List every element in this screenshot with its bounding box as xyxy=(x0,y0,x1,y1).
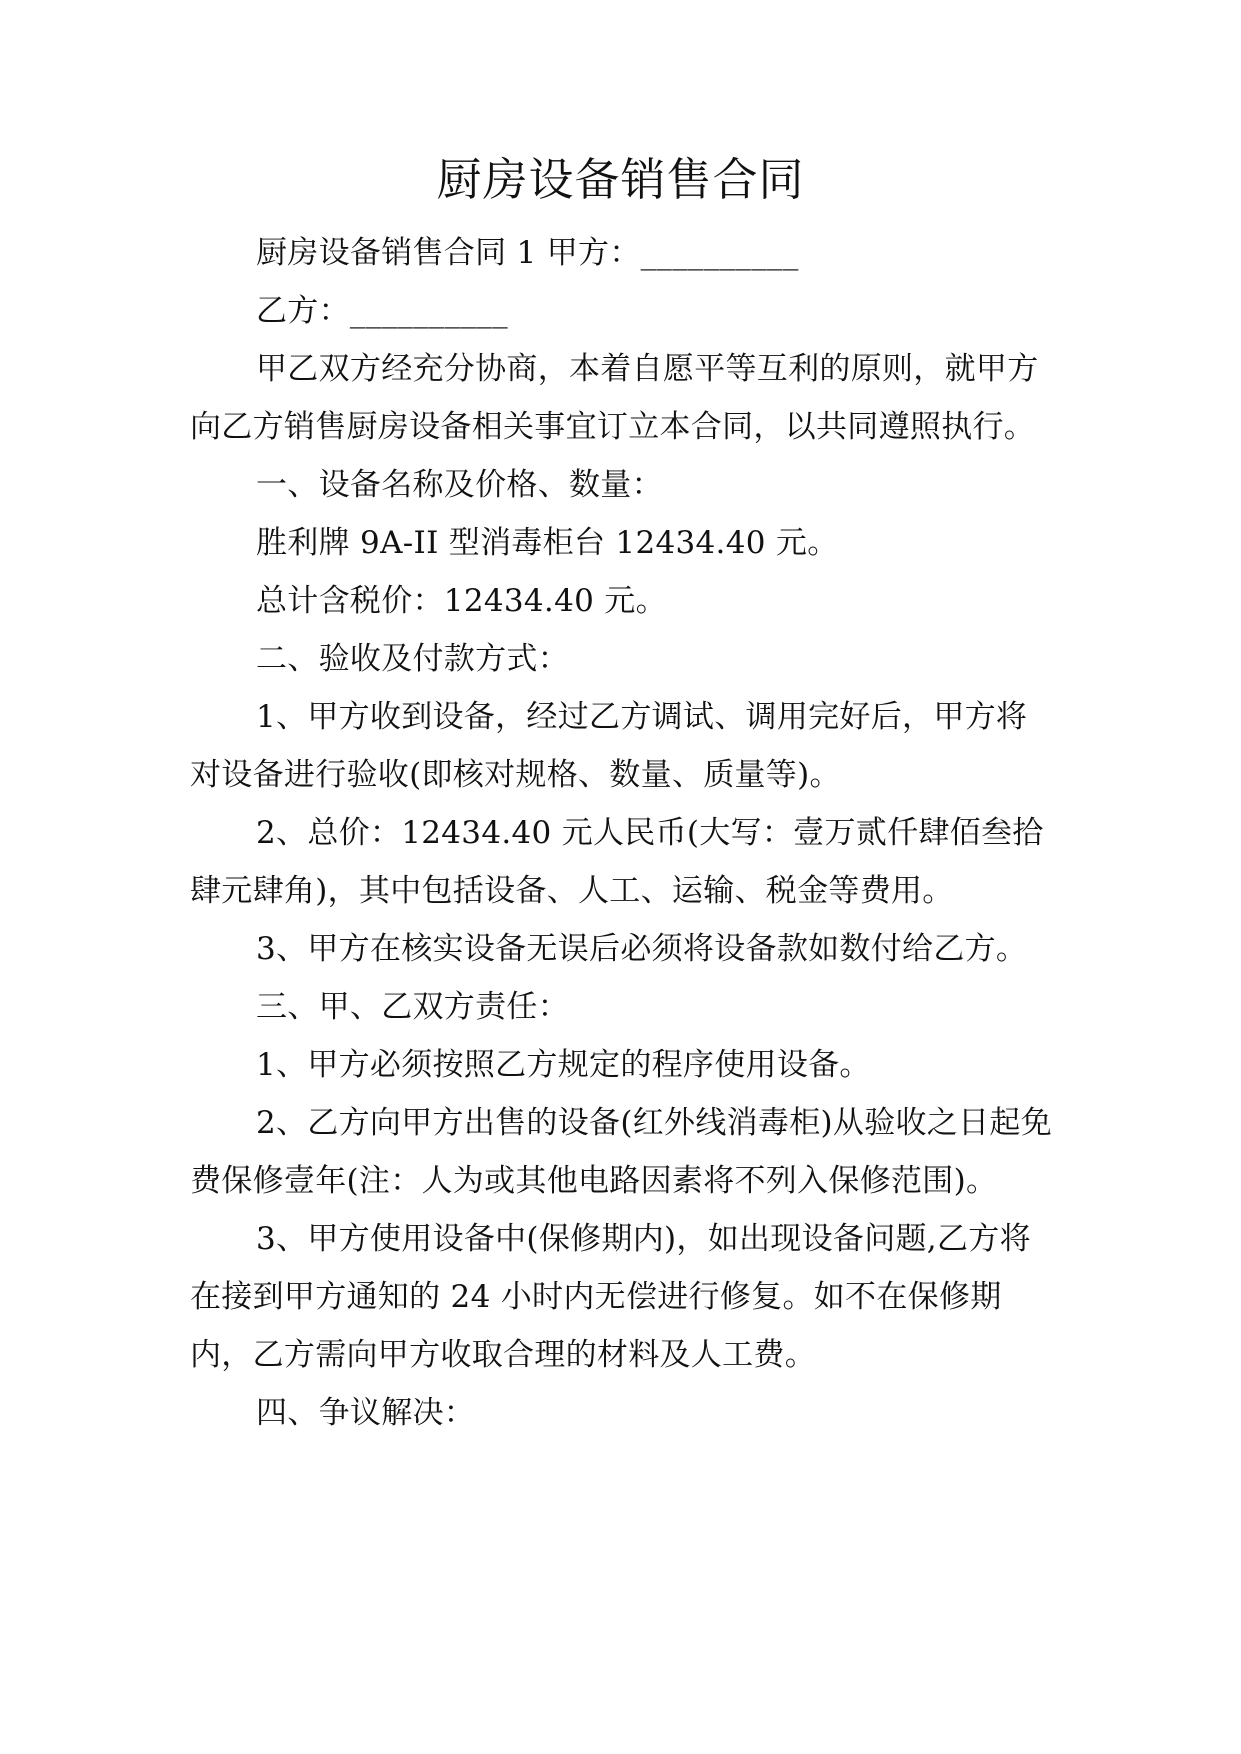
paragraph: 四、争议解决： xyxy=(256,1395,476,1431)
paragraph: 二、验收及付款方式： xyxy=(256,641,569,677)
paragraph: 一、设备名称及价格、数量： xyxy=(256,467,663,503)
paragraph: 总计含税价：12434.40 元。 xyxy=(256,583,667,619)
paragraph: 甲乙双方经充分协商，本着自愿平等互利的原则，就甲方向乙方销售厨房设备相关事宜订立本合同，以共同遵照执行。 xyxy=(190,351,1039,445)
paragraph: 2、总价：12434.40 元人民币(大写：壹万贰仟肆佰叁拾肆元肆角)，其中包括设备、人工、运输、税金等费用。 xyxy=(190,815,1044,909)
paragraph: 乙方：__________ xyxy=(256,293,508,329)
paragraph: 1、甲方收到设备，经过乙方调试、调用完好后，甲方将对设备进行验收(即核对规格、数量、质量等)。 xyxy=(190,699,1028,793)
document-body xyxy=(190,224,1058,1442)
document-title: 厨房设备销售合同 xyxy=(436,153,805,206)
paragraph: 厨房设备销售合同 1 甲方：__________ xyxy=(256,235,799,271)
paragraph: 2、乙方向甲方出售的设备(红外线消毒柜)从验收之日起免费保修壹年(注：人为或其他电路因素将不列入保修范围)。 xyxy=(190,1105,1053,1199)
paragraph: 3、甲方使用设备中(保修期内)，如出现设备问题,乙方将在接到甲方通知的 24 小时内无偿进行修复。如不在保修期内，乙方需向甲方收取合理的材料及人工费。 xyxy=(190,1221,1031,1373)
paragraph: 3、甲方在核实设备无误后必须将设备款如数付给乙方。 xyxy=(256,931,1028,967)
paragraph: 三、甲、乙双方责任： xyxy=(256,989,569,1025)
paragraph: 胜利牌 9A-II 型消毒柜台 12434.40 元。 xyxy=(256,525,839,561)
paragraph: 1、甲方必须按照乙方规定的程序使用设备。 xyxy=(256,1047,871,1083)
